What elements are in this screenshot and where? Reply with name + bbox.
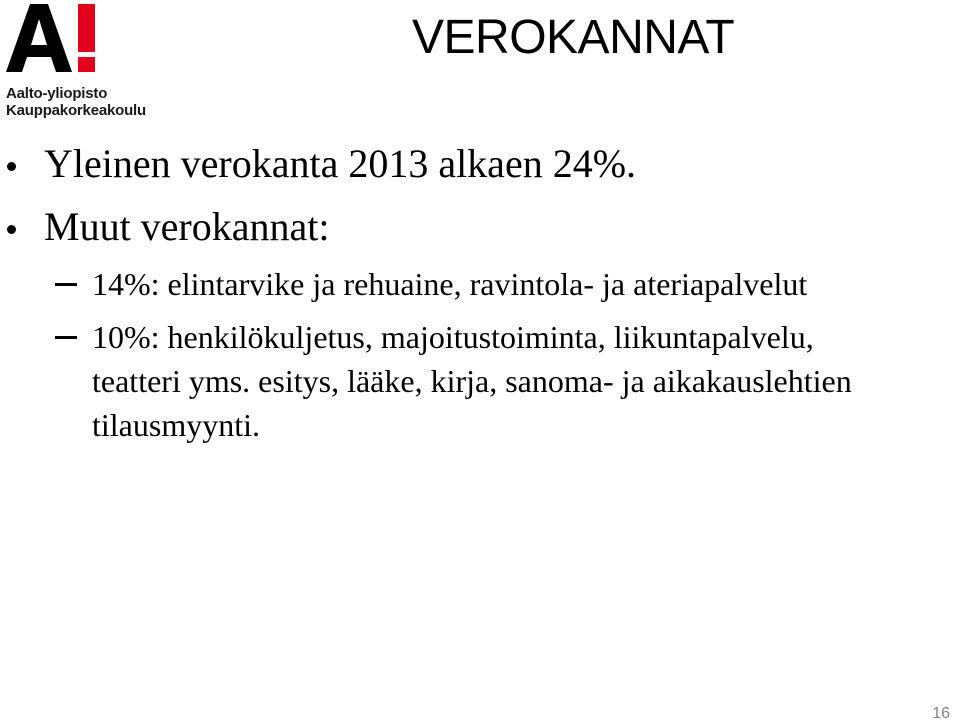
sub-bullet-line: teatteri yms. esitys, lääke, kirja, sanoma- ja aikakauslehtien [92,363,852,399]
logo-school-name: Kauppakorkeakoulu [6,102,146,119]
bullet-dot-icon [7,225,16,234]
bullet-text: Yleinen verokanta 2013 alkaen 24%. [44,141,637,186]
sub-bullet-text [92,262,807,306]
sub-bullet-line: tilausmyynti. [92,407,260,443]
aalto-logo [6,4,156,119]
sub-bullet-line: 14%: elintarvike ja rehuaine, ravintola- ja ateriapalvelut [92,266,808,302]
sub-bullet-dash-icon [55,336,77,339]
page-number: 16 [932,705,950,722]
aalto-logo-mark-icon [6,4,106,76]
sub-bullet-line: 10%: henkilökuljetus, majoitustoiminta, liikuntapalvelu, [92,319,814,355]
bullet-text: Muut verokannat: [44,204,330,249]
bullet-dot-icon [7,162,16,171]
slide-title: VEROKANNAT [412,11,735,64]
sub-bullet-dash-icon [55,283,77,286]
sub-bullet-text [92,315,852,447]
logo-university-name: Aalto-yliopisto [6,85,108,102]
